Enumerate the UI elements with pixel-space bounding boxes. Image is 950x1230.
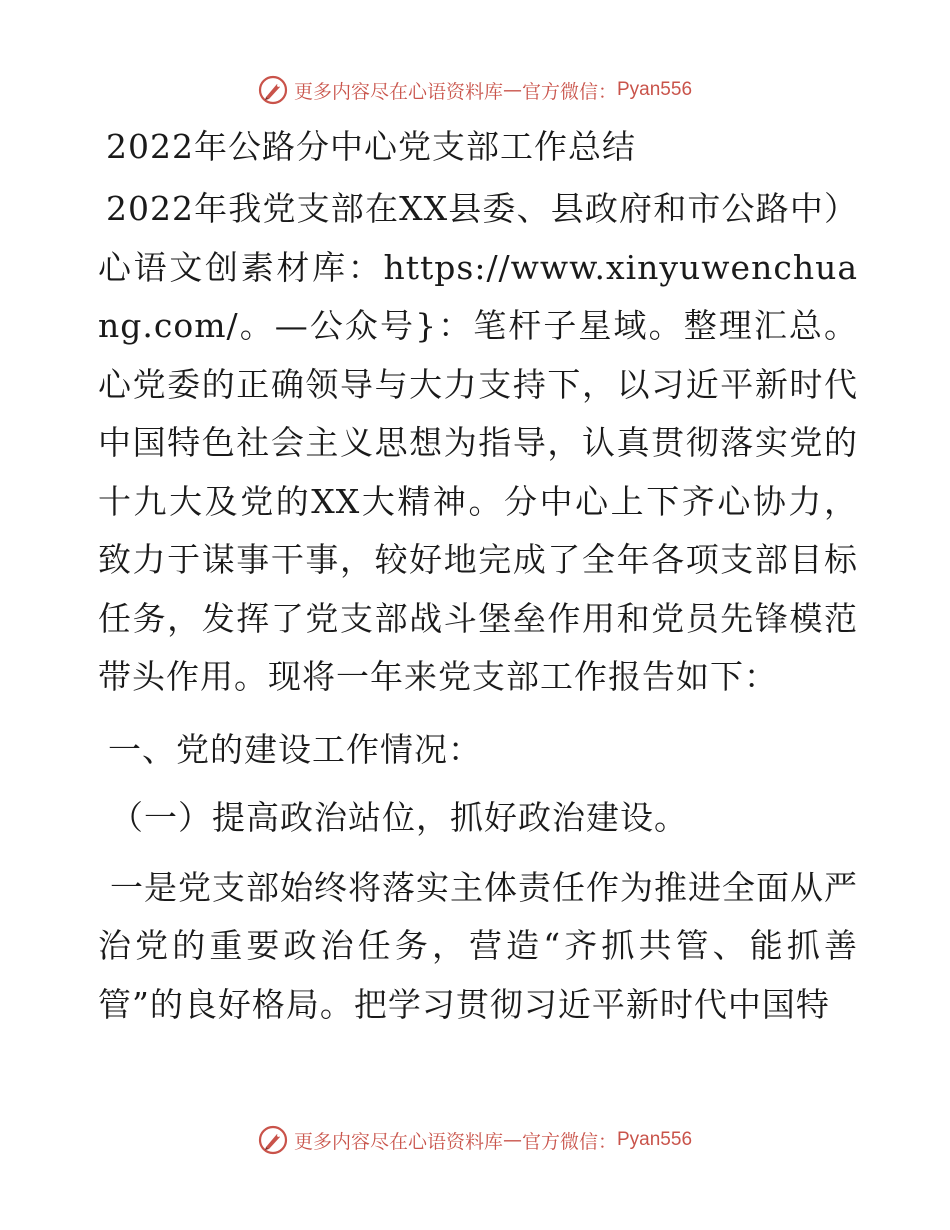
pen-logo-icon bbox=[258, 75, 288, 105]
subsection-heading: （一）提高政治站位，抓好政治建设。 bbox=[110, 797, 688, 837]
watermark-separator: — bbox=[502, 79, 522, 101]
footer-watermark bbox=[0, 1120, 950, 1160]
body-paragraph: 一是党支部始终将落实主体责任作为推进全面从严治党的重要政治任务，营造“齐抓共管、能抓善管”的良好格局。把学习贯彻习近平新时代中国特 bbox=[98, 867, 858, 1024]
watermark-separator: — bbox=[502, 1129, 522, 1151]
document-body bbox=[98, 118, 858, 1034]
watermark-text: 更多内容尽在心语资料库 bbox=[293, 1130, 503, 1153]
watermark-wechat-id: Pyan556 bbox=[617, 1129, 693, 1150]
pen-logo-icon bbox=[258, 1125, 288, 1155]
section-heading: 一、党的建设工作情况： bbox=[108, 729, 482, 769]
header-watermark bbox=[0, 70, 950, 110]
watermark-wechat-id: Pyan556 bbox=[617, 79, 693, 100]
intro-paragraph: 2022年我党支部在XX县委、县政府和市公路中）心语文创素材库：https://www.xinyuwenchuang.com/。—公众号}：笔杆子星域。整理汇总。心党委的正确领导与大力支持下，以习近平新时代中国特色社会主义思想为指导，认真贯彻落实党的十九大及党的XX大精神。分中心上下齐心协力，致力于谋事干事，较好地完成了全年各项支部目标任务，发挥了党支部战斗堡垒作用和党员先锋模范带头作用。现将一年来党支部工作报告如下： bbox=[98, 189, 858, 696]
document-title: 2022年公路分中心党支部工作总结 bbox=[106, 127, 636, 166]
watermark-label: 官方微信： bbox=[521, 80, 617, 103]
watermark-text: 更多内容尽在心语资料库 bbox=[293, 80, 503, 103]
watermark-label: 官方微信： bbox=[521, 1130, 617, 1153]
